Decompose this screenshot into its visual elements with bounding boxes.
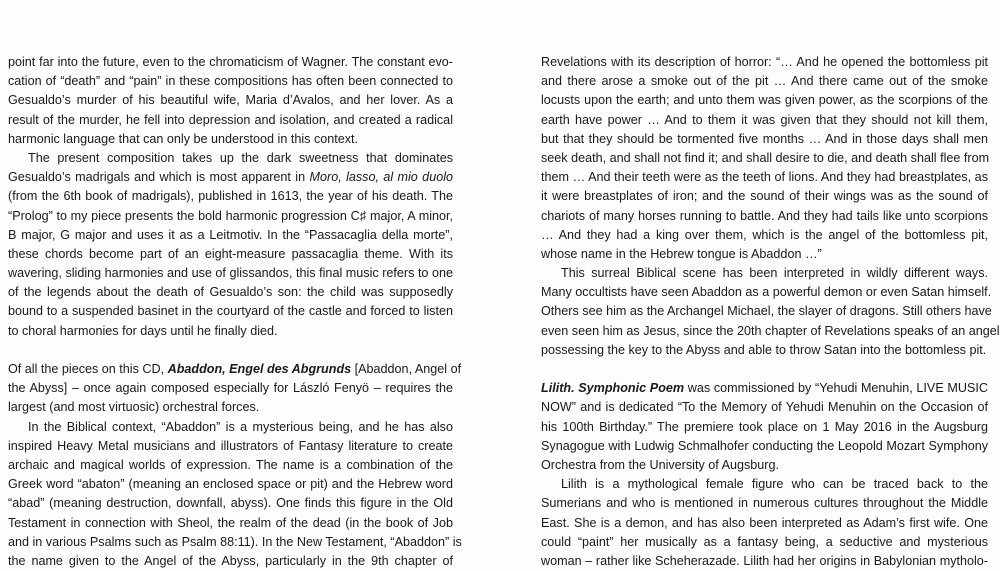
text-line: B major, G major and uses it as a Leitmotiv. In the “Passacaglia della morte”,	[8, 227, 453, 242]
text-line: possessing the key to the Abyss and able to throw Satan into the bottomless pit.	[541, 342, 987, 357]
paragraph-gap	[8, 341, 453, 360]
text-line: This surreal Biblical scene has been interpreted in wildly different ways.	[561, 266, 988, 281]
text-line: Lilith is a mythological female figure who can be traced back to the	[561, 477, 988, 492]
text-line: largest (and most virtuosic) orchestral forces.	[8, 400, 260, 415]
text-segment: Gesualdo’s madrigals and which is most apparent in	[8, 170, 310, 185]
text-line: Others see him as the Archangel Michael, the slayer of dragons. Still others have	[541, 304, 992, 319]
text-segment: Of all the pieces on this CD,	[8, 362, 168, 376]
text-line: seek death, and shall not find it; and shall desire to die, and death shall flee from	[541, 150, 990, 165]
text-line: earth have power … And to them it was given that they should not kill them,	[541, 112, 988, 127]
text-line: (from the 6th book of madrigals), published in 1613, the year of his death. The	[8, 189, 453, 204]
text-line	[8, 168, 453, 187]
text-line: locusts upon the earth; and unto them was given power, as the scorpions of the	[541, 93, 988, 108]
text-line: Many occultists have seen Abaddon as a powerful demon or even Satan himself.	[541, 285, 992, 300]
left-column	[8, 53, 462, 571]
text-line: In the Biblical context, “Abaddon” is a mysterious being, and he has also	[28, 419, 453, 434]
text-line: and in various Psalms such as Psalm 88:11). In the New Testament, “Abaddon” is	[8, 534, 462, 549]
text-line: whose name in the Hebrew tongue is Abaddon …”	[541, 246, 822, 261]
text-line: these chords become part of an eight-measure passacaglia theme. With its	[8, 246, 453, 261]
text-line: Greek word “abaton” (meaning an enclosed space or pit) and the Hebrew word	[8, 477, 453, 492]
text-segment: was commissioned by “Yehudi Menuhin, LIVE MUSIC	[684, 381, 988, 396]
text-line: “abad” (meaning destruction, downfall, abyss). One finds this figure in the Old	[8, 496, 453, 511]
work-title: Lilith. Symphonic Poem	[541, 381, 685, 396]
text-line: chariots of many horses running to battle. And they had tails like unto scorpions	[541, 208, 988, 223]
text-line: his 100th Birthday.” The premiere took place on 1 May 2016 in the Augsburg	[541, 419, 988, 434]
paragraph	[8, 360, 462, 418]
text-line: Orchestra from the University of Augsburg.	[541, 457, 779, 472]
text-line: them … And their teeth were as the teeth of lions. And they had breastplates, as	[541, 170, 988, 185]
text-line: could “paint” her musically as a fantasy being, a seductive and mysterious	[541, 534, 988, 549]
text-line: harmonic language that can only be understood in this context.	[8, 131, 359, 146]
text-line: result of the murder, he fell into depression and isolation, and created a radical	[8, 112, 453, 127]
text-line	[541, 379, 988, 398]
text-line: The present composition takes up the dark sweetness that dominates	[28, 150, 453, 165]
text-line: Testament in connection with Sheol, the realm of the dead (in the book of Job	[8, 515, 453, 530]
text-line: Synagogue with Ludwig Schmalhofer conducting the Leopold Mozart Symphony	[541, 438, 988, 453]
text-line: cation of “death” and “pain” in these compositions has often been connected to	[8, 74, 453, 89]
text-line: Sumerians and who is mentioned in numerous cultures throughout the Middle	[541, 496, 988, 511]
text-line: bound to a suspended basinet in the courtyard of the castle and forced to listen	[8, 304, 453, 319]
text-line: even seen him as Jesus, since the 20th chapter of Revelations speaks of an angel	[541, 323, 1000, 338]
paragraph-gap	[541, 360, 988, 379]
text-line: but that they should be tormented five months … And in those days shall men	[541, 131, 988, 146]
text-line: it were breastplates of iron; and the sound of their wings was as the sound of	[541, 189, 988, 204]
text-line: point far into the future, even to the chromaticism of Wagner. The constant evo-	[8, 55, 453, 69]
text-line: inspired Heavy Metal musicians and illustrators of Fantasy literature to create	[8, 438, 453, 453]
text-line: Gesualdo’s murder of his beautiful wife, Maria d’Avalos, and her lover. As a	[8, 93, 453, 108]
work-title: Moro, lasso, al mio duolo	[309, 170, 454, 185]
work-title: Abaddon, Engel des Abgrunds	[167, 362, 352, 376]
text-line: East. She is a demon, and has also been interpreted as Adam’s first wife. One	[541, 515, 988, 530]
text-line: … And they had a king over them, which is the angel of the bottomless pit,	[541, 227, 988, 242]
text-segment: [Abaddon, Angel of	[351, 362, 462, 376]
text-line: “Prolog” to my piece presents the bold harmonic progression C♯ major, A minor,	[8, 208, 453, 223]
text-line: and there arose a smoke out of the pit … And there came out of the smoke	[541, 74, 988, 89]
right-column	[541, 53, 1000, 571]
paragraph	[541, 475, 988, 571]
text-line: the name given to the Angel of the Abyss, particularly in the 9th chapter of	[8, 553, 453, 568]
text-line: to choral harmonies for days until he finally died.	[8, 323, 278, 338]
text-line: the Abyss] – once again composed especially for László Fenyö – requires the	[8, 381, 453, 396]
text-line: wavering, sliding harmonies and use of glissandos, this final music refers to one	[8, 266, 453, 281]
paragraph	[541, 379, 988, 475]
text-line: of the legends about the death of Gesualdo’s son: the child was supposedly	[8, 285, 453, 300]
text-line: NOW” and is dedicated “To the Memory of Yehudi Menuhin on the Occasion of	[541, 400, 988, 415]
text-line	[8, 360, 462, 379]
paragraph	[8, 53, 453, 149]
text-line: Revelations with its description of horror: “… And he opened the bottomless pit	[541, 55, 988, 69]
paragraph	[8, 418, 462, 571]
paragraph	[8, 149, 453, 341]
paragraph	[541, 264, 1000, 360]
text-line: woman – rather like Scheherazade. Lilith had her origins in Babylonian mytholo-	[541, 553, 988, 568]
text-line: archaic and magical worlds of expression. The name is a combination of the	[8, 457, 453, 472]
paragraph	[541, 53, 988, 264]
